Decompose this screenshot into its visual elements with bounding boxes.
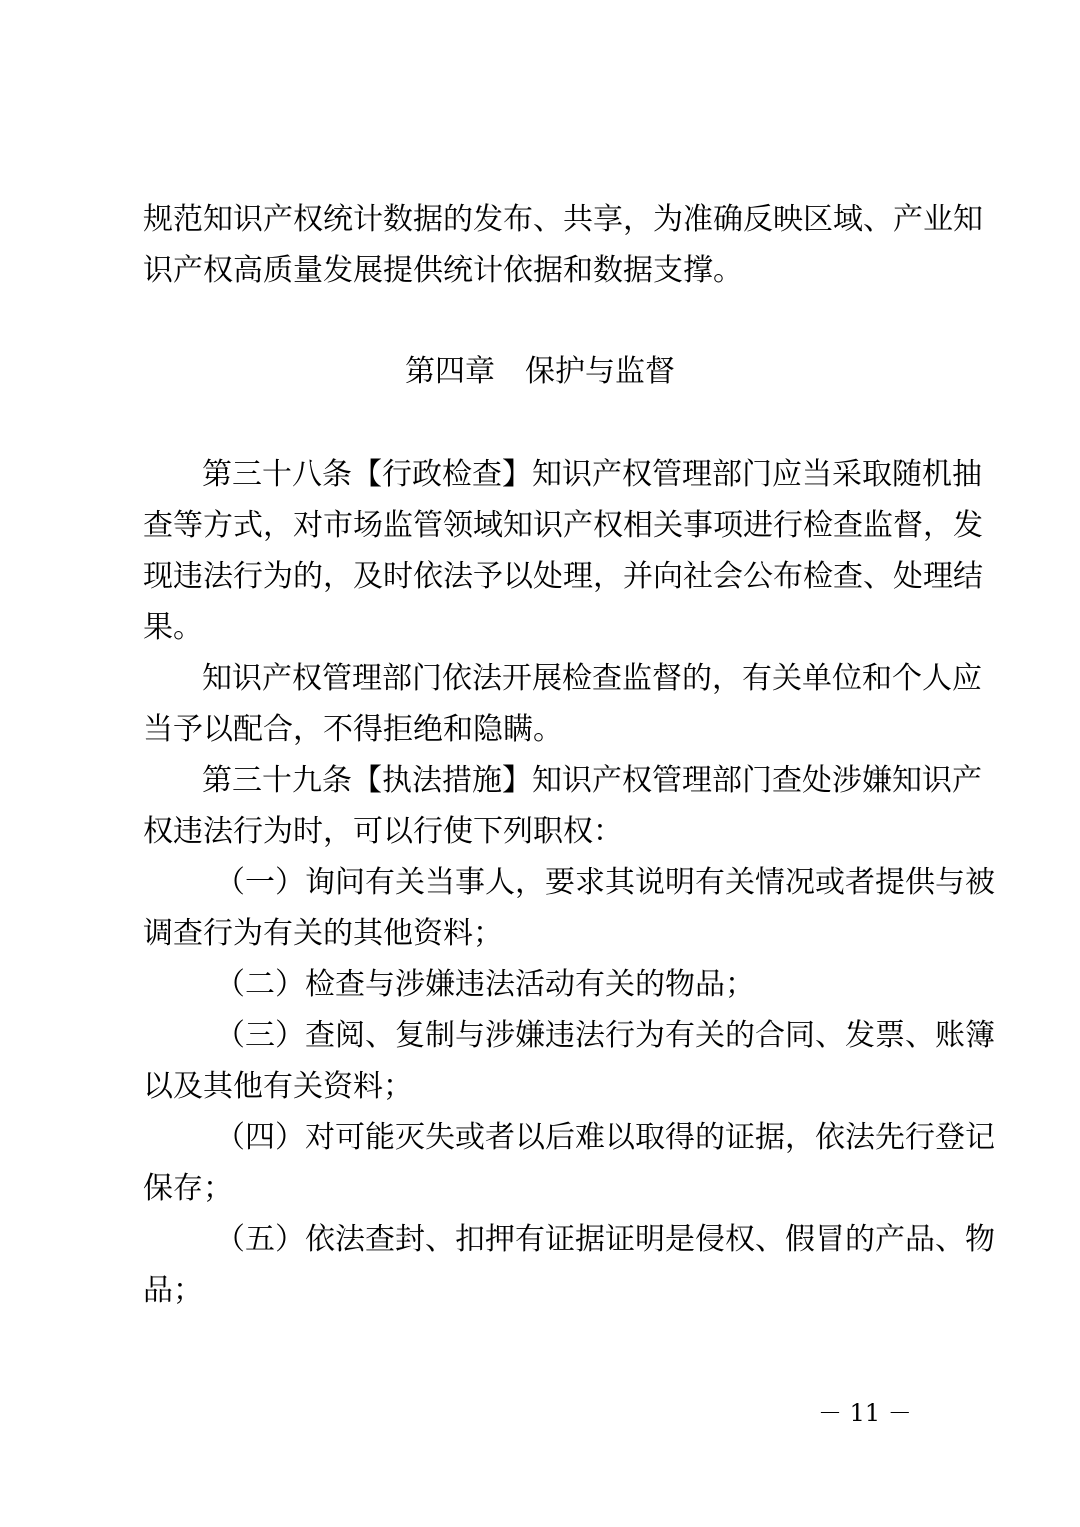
paragraph-line: 知识产权管理部门依法开展检查监督的，有关单位和个人应 [202, 661, 982, 696]
article-38-line: 果。 [143, 610, 203, 645]
list-item-5-line: 品； [143, 1273, 203, 1308]
paragraph-line: 当予以配合，不得拒绝和隐瞒。 [143, 712, 563, 747]
article-38-line: 第三十八条【行政检查】知识产权管理部门应当采取随机抽 [202, 457, 982, 492]
list-item-1-line: 调查行为有关的其他资料； [143, 916, 503, 951]
article-38-line: 现违法行为的，及时依法予以处理，并向社会公布检查、处理结 [143, 559, 983, 594]
article-39-line: 第三十九条【执法措施】知识产权管理部门查处涉嫌知识产 [202, 763, 982, 798]
list-item-4-line: 保存； [143, 1171, 233, 1206]
page-number: － 11 － [818, 1399, 912, 1427]
list-item-3-line: （三）查阅、复制与涉嫌违法行为有关的合同、发票、账簿 [215, 1018, 995, 1053]
list-item-2-line: （二）检查与涉嫌违法活动有关的物品； [215, 967, 755, 1002]
list-item-5-line: （五）依法查封、扣押有证据证明是侵权、假冒的产品、物 [215, 1222, 995, 1257]
chapter-heading: 第四章 保护与监督 [405, 354, 675, 389]
body-line: 识产权高质量发展提供统计依据和数据支撑。 [143, 253, 743, 288]
article-38-line: 查等方式，对市场监管领域知识产权相关事项进行检查监督，发 [143, 508, 983, 543]
list-item-3-line: 以及其他有关资料； [143, 1069, 413, 1104]
list-item-4-line: （四）对可能灭失或者以后难以取得的证据，依法先行登记 [215, 1120, 995, 1155]
list-item-1-line: （一）询问有关当事人，要求其说明有关情况或者提供与被 [215, 865, 995, 900]
article-39-line: 权违法行为时，可以行使下列职权： [143, 814, 623, 849]
body-line: 规范知识产权统计数据的发布、共享，为准确反映区域、产业知 [143, 202, 983, 237]
